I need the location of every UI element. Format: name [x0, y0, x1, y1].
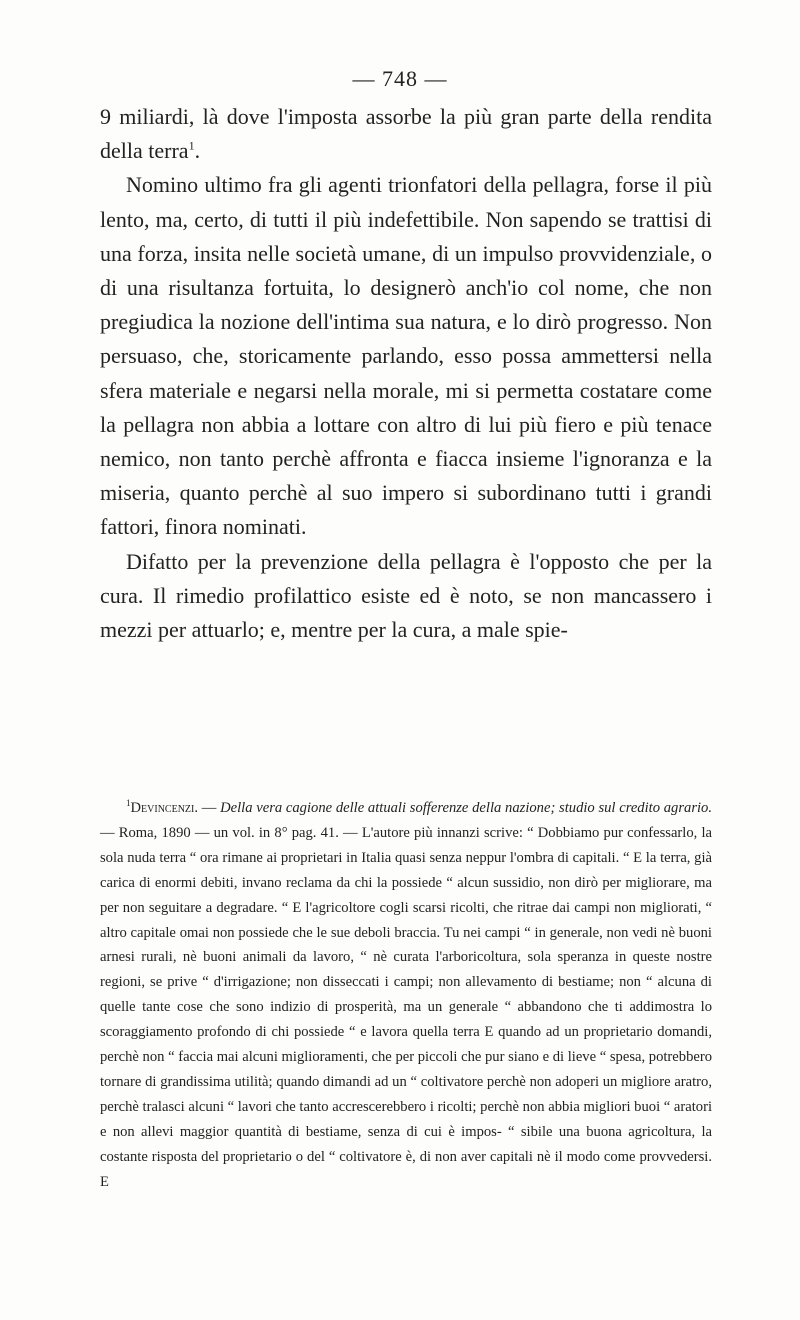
paragraph-3: Difatto per la prevenzione della pellagra è l'opposto che per la cura. Il rimedio profilattico esiste ed è noto, se non mancassero i mezzi per attuarlo; e, mentre per la cura, a male spie- [100, 548, 712, 643]
footnote-reference[interactable]: 1 [188, 138, 195, 153]
paragraph-1-text: 9 miliardi, là dove l'imposta assorbe la più gran parte della rendita della terra [100, 104, 712, 164]
footnote-text: — Roma, 1890 — un vol. in 8° pag. 41. — L'autore più innanzi scrive: “ Dobbiamo pur confessarlo, la sola nuda terra “ ora rimane ai proprietari in Italia quasi senza neppur l'ombra di capitali. “ E la terra, già carica di enormi debiti, invano reclama da chi la possiede “ alcun sussidio, non dirò per migliorare, ma per non seguitare a degradare. “ E l'agricoltore cogli scarsi ricolti, che ritrae dai campi non migliorati, “ altro capitale omai non possiede che le sue deboli braccia. Tu nei campi “ in generale, non vedi nè buoni arnesi rurali, nè buoni animali da lavoro, “ nè curata l'arboricoltura, sola speranza in queste nostre regioni, se prive “ d'irrigazione; non disseccati i campi; non allevamento di bestiame; non “ alcuna di quelle tante cose che sono indizio di prosperità, ma un generale “ abbandono che ti addimostra lo scoraggiamento profondo di chi possiede “ e lavora quella terra E quando ad un proprietario domandi, perchè non “ faccia mai alcuni miglioramenti, che per piccoli che pur siano e di lieve “ spesa, potrebbero tornare di grandissima utilità; quando dimandi ad un “ coltivatore perchè non adoperi un migliore aratro, perchè tralasci alcuni “ lavori che tanto accrescerebbero i ricolti; perchè non abbia migliori buoi “ aratori e non allevi maggior quantità di bestiame, senza di cui è impos- “ sibile una buona agricoltura, la costante risposta del proprietario o del “ coltivatore è, di non aver capitali nè il modo come provvedersi. E [100, 824, 712, 1190]
page-number: — 748 — [352, 66, 448, 91]
footnote-marker: 1 [126, 798, 131, 809]
footnote-dash: — [198, 800, 221, 816]
main-text [100, 100, 712, 647]
footnote [100, 796, 712, 1195]
paragraph-1-end: . [194, 138, 201, 164]
footnote-work-title: Della vera cagione delle attuali sofferenze della nazione; studio sul credito agrario. [220, 800, 712, 816]
footnote-author: Devincenzi. [130, 800, 199, 816]
paragraph-1 [100, 100, 712, 168]
paragraph-2: Nomino ultimo fra gli agenti trionfatori della pellagra, forse il più lento, ma, certo, di tutti il più indefettibile. Non sapendo se trattisi di una forza, insita nelle società umane, di un impulso provvidenziale, o di una risultanza fortuita, lo designerò anch'io col nome, che non pregiudica la nozione dell'intima sua natura, e lo dirò progresso. Non persuaso, che, storicamente parlando, esso possa ammettersi nella sfera materiale e negarsi nella morale, mi si permetta costatare come la pellagra non abbia a lottare con altro di lui più fiero e più tenace nemico, non tanto perchè affronta e fiacca insieme l'ignoranza e la miseria, quanto perchè al suo impero si subordinano tutti i grandi fattori, finora nominati. [100, 172, 712, 540]
